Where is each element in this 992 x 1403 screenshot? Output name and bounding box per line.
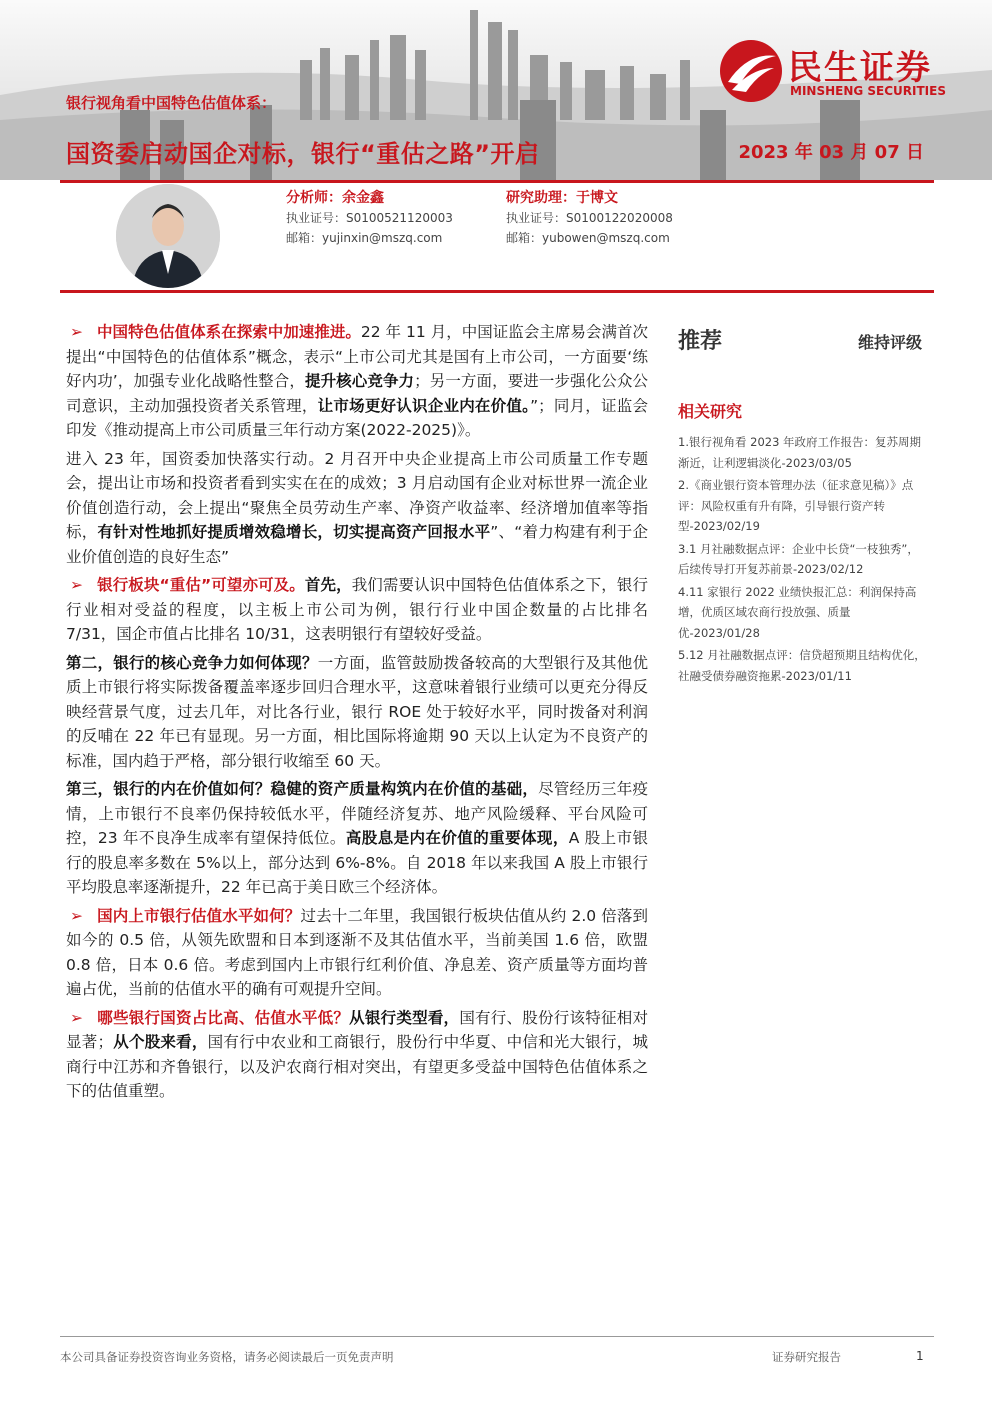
related-research-item[interactable]: 3.1 月社融数据点评：企业中长贷“一枝独秀”，后续传导打开复苏前景-2023/02/12 <box>678 541 919 576</box>
rating: 维持评级 <box>857 333 922 352</box>
paragraph-4: 第二，银行的核心竞争力如何体现？一方面，监管鼓励拨备较高的大型银行及其他优质上市银行将实际拨备覆盖率逐步回归合理水平，这意味着银行业绩可以更充分得反映经营景气度，过去几年，对比各行业，银行 ROE 处于较好水平，同时拨备对利润的反哺在 22 年已有显现。另一方面，相比国际将逾期 90 天以上认定为不良资产的标准，国内趋于严格，部分银行收缩至 60 天。 <box>66 653 648 770</box>
paragraph-2: 进入 23 年，国资委加快落实行动。2 月召开中央企业提高上市公司质量工作专题会，提出让市场和投资者看到实实在在的成效；3 月启动国有企业对标世界一流企业价值创造行动，会上提出“聚焦全员劳动生产率、净资产收益率、经济增加值率等指标，有针对性地抓好提质增效稳增长，切实提高资产回报水平”、“着力构建有利于企业价值创造的良好生态” <box>66 449 648 566</box>
analyst-cert: 执业证号：S0100521120003 <box>286 211 453 225</box>
related-research-list <box>678 432 926 686</box>
logo-english-text: MINSHENG SECURITIES <box>790 84 946 98</box>
minsheng-logo <box>718 38 968 108</box>
paragraph-1: ➢ 中国特色估值体系在探索中加速推进。22 年 11 月，中国证监会主席易会满首次提出“中国特色的估值体系”概念，表示“上市公司尤其是国有上市公司，一方面要‘练好内功’，加强专业化战略性整合，提升核心竞争力；另一方面，要进一步强化公众公司意识，主动加强投资者关系管理，让市场更好认识企业内在价值。”；同月，证监会印发《推动提高上市公司质量三年行动方案(2022-2025)》。 <box>66 323 648 439</box>
logo-chinese-text: 民生证券 <box>788 48 932 88</box>
header-banner <box>0 0 992 180</box>
minsheng-logo-icon <box>718 38 784 104</box>
paragraph-3: ➢ 银行板块“重估”可望亦可及。首先，我们需要认识中国特色估值体系之下，银行行业相对受益的程度，以主板上市公司为例，银行行业中国企数量的占比排名 7/31，国企市值占比排名 10/31，这表明银行有望较好受益。 <box>66 576 648 643</box>
analyst-divider <box>60 290 934 293</box>
arrow-bullet-icon: ➢ <box>70 1008 83 1027</box>
paragraph-7: ➢ 哪些银行国资占比高、估值水平低？从银行类型看，国有行、股份行该特征相对显著；从个股来看，国有行中农业和工商银行，股份行中华夏、中信和光大银行，城商行中江苏和齐鲁银行，以及沪农商行相对突出，有望更多受益中国特色估值体系之下的估值重塑。 <box>66 1008 648 1100</box>
related-research-item[interactable]: 4.11 家银行 2022 业绩快报汇总：利润保持高增，优质区域农商行投放强、质量优-2023/01/28 <box>678 584 917 640</box>
paragraph-5: 第三，银行的内在价值如何？稳健的资产质量构筑内在价值的基础，尽管经历三年疫情，上市银行不良率仍保持较低水平，伴随经济复苏、地产风险缓释、平台风险可控，23 年不良净生成率有望保持低位。高股息是内在价值的重要体现，A 股上市银行的股息率多数在 5%以上，部分达到 6%-8%。自 2018 年以来我国 A 股上市银行平均股息率逐渐提升，22 年已高于美日欧三个经济体。 <box>66 780 648 896</box>
analyst-info <box>286 188 453 248</box>
assistant-cert: 执业证号：S0100122020008 <box>506 211 673 225</box>
sidebar <box>678 324 926 688</box>
header-divider <box>60 180 934 183</box>
page-number: 1 <box>916 1349 924 1363</box>
paragraph-6: ➢ 国内上市银行估值水平如何？过去十二年里，我国银行板块估值从约 2.0 倍落到如今的 0.5 倍，从领先欧盟和日本到逐渐不及其估值水平，当前美国 1.6 倍，欧盟 0.8 倍，日本 0.6 倍。考虑到国内上市银行红利价值、净息差、资产质量等方面均普遍占优，当前的估值水平的确有可观提升空间。 <box>66 906 648 998</box>
related-research-item[interactable]: 5.12 月社融数据点评：信贷超预期且结构优化，社融受债券融资拖累-2023/01/11 <box>678 648 926 683</box>
footer-divider <box>60 1336 934 1337</box>
related-research-item[interactable]: 2.《商业银行资本管理办法（征求意见稿）》点评：风险权重有升有降，引导银行资产转型-2023/02/19 <box>678 478 914 533</box>
recommendation: 推荐 <box>678 329 723 354</box>
analyst-email[interactable]: 邮箱：yujinxin@mszq.com <box>286 231 443 245</box>
arrow-bullet-icon: ➢ <box>70 906 83 925</box>
arrow-bullet-icon: ➢ <box>70 576 83 594</box>
footer-report-type: 证券研究报告 <box>772 1350 841 1364</box>
report-date: 2023 年 03 月 07 日 <box>738 142 924 163</box>
assistant-email[interactable]: 邮箱：yubowen@mszq.com <box>506 231 670 245</box>
footer-disclaimer: 本公司具备证券投资咨询业务资格，请务必阅读最后一页免责声明 <box>60 1350 394 1364</box>
assistant-name: 研究助理：于博文 <box>506 190 618 206</box>
related-research-title: 相关研究 <box>678 402 743 421</box>
report-body <box>66 320 648 1108</box>
assistant-info <box>506 188 673 248</box>
arrow-bullet-icon: ➢ <box>70 323 83 341</box>
series-title: 银行视角看中国特色估值体系： <box>66 94 277 112</box>
related-research-item[interactable]: 1.银行视角看 2023 年政府工作报告：复苏周期渐近，让利逻辑淡化-2023/03/05 <box>678 435 922 470</box>
report-title: 国资委启动国企对标，银行“重估之路”开启 <box>66 140 540 168</box>
analyst-name: 分析师：余金鑫 <box>286 190 384 206</box>
analyst-photo <box>116 184 220 288</box>
